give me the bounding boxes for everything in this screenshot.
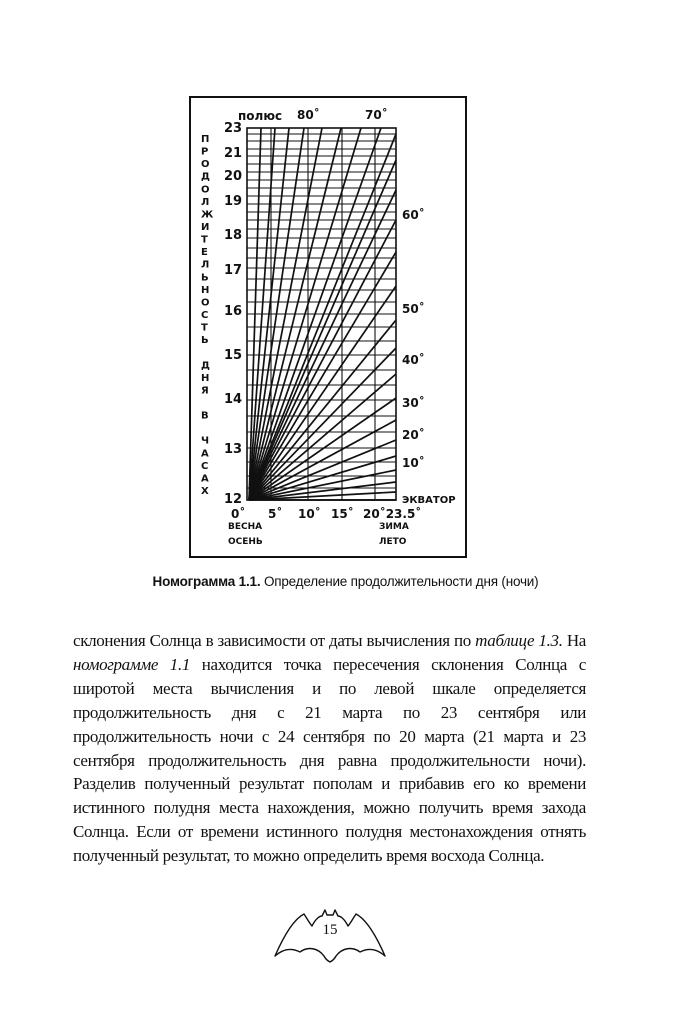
body-seg-2: На [562,631,586,650]
table-reference: таблице 1.3. [475,631,563,650]
y-tick-19: 19 [224,194,243,209]
y-title-letter: И [201,222,210,233]
latitude-label-3: 30˚ [402,396,425,410]
y-title-letter: О [201,297,210,309]
y-title-letter: С [201,310,209,321]
y-title-letter: А [201,473,209,485]
y-title-letter: Ж [201,209,214,221]
y-axis-title [201,134,214,497]
latitude-label-5: 10˚ [402,456,425,470]
nomogram-chart [191,98,465,556]
y-title-letter: Н [201,284,210,296]
latitude-label-6: ЭКВАТОР [402,495,456,506]
latitude-label-2: 40˚ [402,353,425,367]
y-title-letter: Т [201,234,208,246]
x-tick-3: 15˚ [331,507,354,521]
x-tick-4: 20˚23.5˚ [363,507,422,521]
y-title-letter: Ь [201,335,209,347]
y-title-letter: Ь [201,272,209,284]
y-title-letter: Р [201,146,209,158]
body-paragraph [73,629,586,868]
y-tick-14: 14 [224,392,243,407]
y-title-letter: Т [201,322,208,334]
caption-text: Определение продолжительности дня (ночи) [263,574,539,589]
y-title-letter: Л [201,196,210,208]
season-left-1: ВЕСНА [228,522,263,532]
y-title-letter: Л [201,259,210,271]
y-tick-15: 15 [224,348,243,363]
x-tick-1: 5˚ [268,507,283,521]
season-right-1: ЗИМА [379,522,409,532]
y-tick-21: 21 [224,146,243,161]
y-title-letter: В [201,410,209,422]
y-title-letter: Н [201,372,210,384]
y-tick-labels [224,121,242,507]
nomogram-figure [189,96,467,558]
lat-80-label: 80˚ [297,108,320,122]
y-tick-17: 17 [224,263,243,278]
season-left-2: ОСЕНЬ [228,537,263,547]
latitude-label-1: 50˚ [402,302,425,316]
y-title-letter: О [201,159,210,171]
y-tick-16: 16 [224,304,243,319]
pole-label: полюс [238,109,283,123]
lat-70-label: 70˚ [365,108,388,122]
caption-label: Номограмма 1.1. [152,574,261,589]
page-number: 15 [322,922,338,938]
y-tick-20: 20 [224,169,243,184]
y-title-letter: С [201,460,209,472]
y-tick-13: 13 [224,442,243,457]
x-tick-2: 10˚ [298,507,321,521]
y-title-letter: Е [201,247,208,259]
y-title-letter: Я [201,385,209,397]
season-right-2: ЛЕТО [379,537,407,547]
y-title-letter: О [201,184,210,196]
y-tick-12: 12 [224,492,243,507]
y-title-letter: П [201,134,210,145]
x-tick-labels [231,506,421,521]
latitude-label-0: 60˚ [402,208,425,222]
y-title-letter: Х [201,486,209,497]
body-seg-3: находится точка пересечения склонения Солнца с широтой места вычисления и по левой шкале определяется продолжительность дня с 21 марта по 23 сентября или продолжительность ночи с 24 сентября по 20 марта (21 марта и 23 сентября продолжительность дня равна продолжительности ночи). Разделив полученный результат пополам и прибавив его ко времени истинного полудня места нахождения, можно получить время захода Солнца. Если от времени истинного полудня местонахождения отнять полученный результат, то можно определить время восхода Солнца. [73,654,586,866]
y-title-letter: Д [201,171,210,183]
latitude-labels [402,207,456,506]
x-tick-0: 0˚ [231,507,246,521]
latitude-label-4: 20˚ [402,428,425,442]
y-title-letter: Ч [201,435,210,447]
figure-caption [0,574,691,589]
y-title-letter: А [201,448,209,460]
body-seg-1: склонения Солнца в зависимости от даты вычисления по [73,631,476,650]
nomogram-reference: номограмме 1.1 [73,654,191,674]
y-title-letter: Д [201,360,210,372]
y-tick-18: 18 [224,228,243,243]
y-tick-23: 23 [224,121,243,136]
